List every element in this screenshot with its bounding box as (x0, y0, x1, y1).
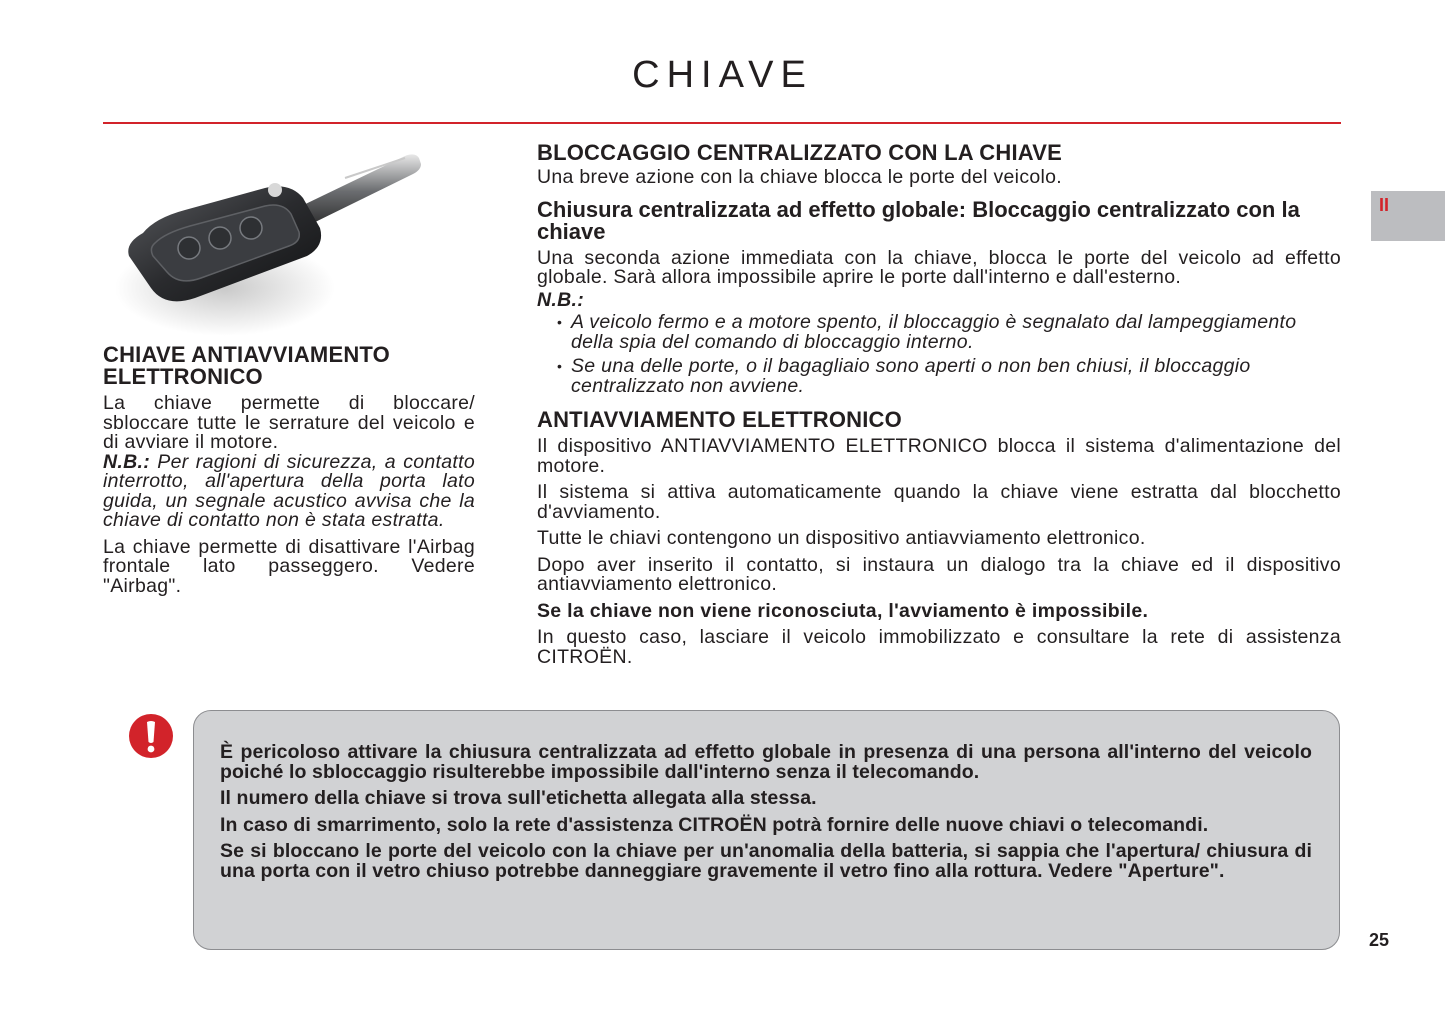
locking-heading: BLOCCAGGIO CENTRALIZZATO CON LA CHIAVE (537, 140, 1062, 165)
warning-item: Se si bloccano le porte del veicolo con la chiave per un'anomalia della batteria, si sappia che l'apertura/ chiusura di una porta con il vetro chiuso potrebbe danneggiare gravemente il vetro fino alla rottura. Vedere "Aperture". (220, 840, 1312, 882)
nb-label: N.B.: (103, 450, 150, 473)
list-item: • Se una delle porte, o il bagagliaio sono aperti o non ben chiusi, il bloccaggio centralizzato non avviene. (571, 357, 1341, 396)
section-tab[interactable] (1371, 191, 1445, 241)
warning-item: Il numero della chiave si trova sull'etichetta allegata alla stessa. (220, 787, 817, 809)
key-note (103, 450, 475, 531)
immobilizer-p5: Se la chiave non viene riconosciuta, l'avviamento è impossibile. (537, 599, 1149, 622)
key-heading: CHIAVE ANTIAVVIAMENTO ELETTRONICO (103, 342, 390, 389)
page-number: 25 (1369, 930, 1390, 950)
right-column (537, 142, 1341, 667)
immobilizer-p4: Dopo aver inserito il contatto, si instaura un dialogo tra la chiave ed il dispositivo antiavviamento elettronico. (537, 553, 1341, 595)
list-item: • A veicolo fermo e a motore spento, il bloccaggio è segnalato dal lampeggiamento della spia del comando di bloccaggio interno. (571, 313, 1341, 352)
page-title: CHIAVE (632, 54, 813, 96)
nb-list (537, 313, 1341, 396)
immobilizer-p1: Il dispositivo ANTIAVVIAMENTO ELETTRONICO blocca il sistema d'alimentazione del motore. (537, 435, 1341, 477)
airbag-text: La chiave permette di disattivare l'Airbag frontale lato passeggero. Vedere "Airbag". (103, 535, 475, 597)
title-divider (103, 122, 1341, 124)
key-fob-image (115, 148, 425, 338)
nb-text: Per ragioni di sicurezza, a contatto interrotto, all'apertura della porta lato guida, un segnale acustico avvisa che la chiave di contatto non è stata estratta. (103, 450, 475, 531)
left-column (103, 344, 475, 596)
immobilizer-p6: In questo caso, lasciare il veicolo immobilizzato e consultare la rete di assistenza CITROËN. (537, 626, 1341, 668)
section-tab-label: II (1379, 195, 1390, 215)
global-locking-text: Una seconda azione immediata con la chiave, blocca le porte del veicolo ad effetto globale. Sarà allora impossibile aprire le porte dall'interno e dall'esterno. (537, 246, 1341, 288)
warning-item: In caso di smarrimento, solo la rete d'assistenza CITROËN potrà fornire delle nuove chiavi o telecomandi. (220, 813, 1209, 836)
immobilizer-heading: ANTIAVVIAMENTO ELETTRONICO (537, 407, 902, 432)
immobilizer-p3: Tutte le chiavi contengono un dispositivo antiavviamento elettronico. (537, 527, 1146, 549)
global-locking-subheading: Chiusura centralizzata ad effetto globale: Bloccaggio centralizzato con la chiave (537, 196, 1300, 244)
warning-icon (127, 712, 175, 760)
warning-box (193, 710, 1340, 950)
locking-intro: Una breve azione con la chiave blocca le porte del veicolo. (537, 166, 1063, 188)
nb-label-right: N.B.: (537, 288, 584, 311)
immobilizer-p2: Il sistema si attiva automaticamente quando la chiave viene estratta dal blocchetto d'avviamento. (537, 481, 1341, 523)
warning-item: È pericoloso attivare la chiusura centralizzata ad effetto globale in presenza di una persona all'interno del veicolo poiché lo sbloccaggio risulterebbe impossibile dall'interno senza il telecomando. (220, 741, 1312, 783)
key-description: La chiave permette di bloccare/ sbloccare tutte le serrature del veicolo e di avviare il motore. (103, 392, 475, 453)
